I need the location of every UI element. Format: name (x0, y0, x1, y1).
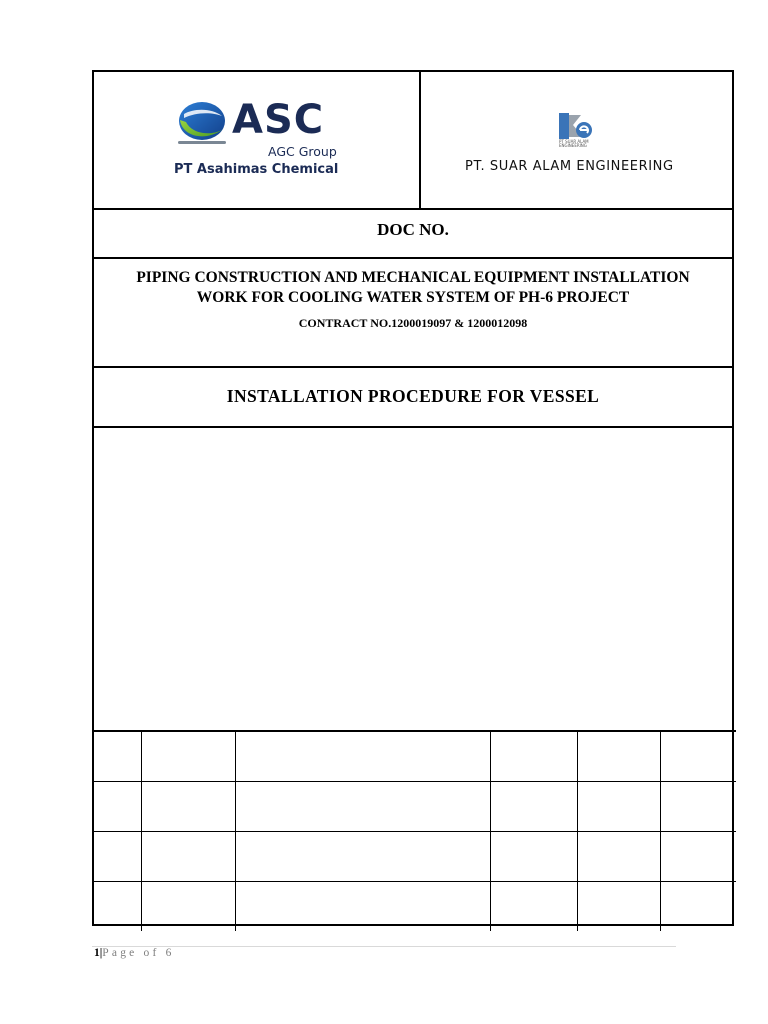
document-title: INSTALLATION PROCEDURE FOR VESSEL (226, 386, 600, 406)
revision-table-cell (94, 731, 141, 782)
page-of-label: Page of 6 (102, 947, 175, 959)
revision-table-cell (235, 782, 490, 832)
revision-table-row (94, 731, 736, 782)
revision-table (94, 730, 736, 931)
asc-logo-cell (94, 72, 421, 208)
contract-number: CONTRACT NO.1200019097 & 1200012098 (298, 316, 528, 330)
header-logos-row (94, 72, 732, 210)
revision-table-cell (235, 882, 490, 932)
revision-table-cell (94, 782, 141, 832)
doc-no-label: DOC NO. (377, 220, 449, 239)
revision-table-cell (141, 782, 235, 832)
revision-table-cell (577, 782, 660, 832)
revision-table-cell (660, 832, 736, 882)
footer-separator: | (99, 947, 103, 959)
footer-divider (92, 946, 676, 947)
revision-table-cell (490, 731, 577, 782)
page-number: 1 (94, 947, 100, 959)
document-cover-frame (92, 70, 734, 926)
revision-table-cell (577, 882, 660, 932)
revision-table-row (94, 782, 736, 832)
revision-table-row (94, 832, 736, 882)
revision-table-cell (141, 882, 235, 932)
blank-content-area (94, 428, 732, 730)
asc-group-label: AGC Group (268, 144, 337, 159)
procedure-title-row (94, 368, 732, 428)
asc-company-name: PT Asahimas Chemical (174, 162, 339, 177)
project-title-row (94, 259, 732, 368)
revision-table-cell (490, 882, 577, 932)
revision-table-cell (490, 782, 577, 832)
revision-table-cell (235, 731, 490, 782)
sae-logo-icon (559, 113, 593, 141)
doc-no-row (94, 210, 732, 259)
asc-wordmark: ASC (232, 97, 325, 143)
sae-company-name: PT. SUAR ALAM ENGINEERING (465, 159, 674, 174)
revision-table-cell (235, 832, 490, 882)
revision-table-cell (141, 832, 235, 882)
revision-table-row (94, 882, 736, 932)
page-footer (94, 948, 175, 960)
revision-table-cell (660, 882, 736, 932)
revision-table-cell (141, 731, 235, 782)
revision-table-cell (577, 832, 660, 882)
revision-table-cell (94, 882, 141, 932)
revision-table-cell (660, 731, 736, 782)
sae-logo-caption: PT SUAR ALAM ENGINEERING (559, 139, 589, 149)
sae-logo-cell (421, 72, 732, 208)
revision-table-cell (94, 832, 141, 882)
asc-globe-icon (176, 100, 228, 146)
project-title: PIPING CONSTRUCTION AND MECHANICAL EQUIPMENT INSTALLATION WORK FOR COOLING WATER SYSTEM OF PH-6 PROJECT (136, 269, 690, 306)
revision-table-cell (490, 832, 577, 882)
revision-table-cell (577, 731, 660, 782)
revision-table-cell (660, 782, 736, 832)
